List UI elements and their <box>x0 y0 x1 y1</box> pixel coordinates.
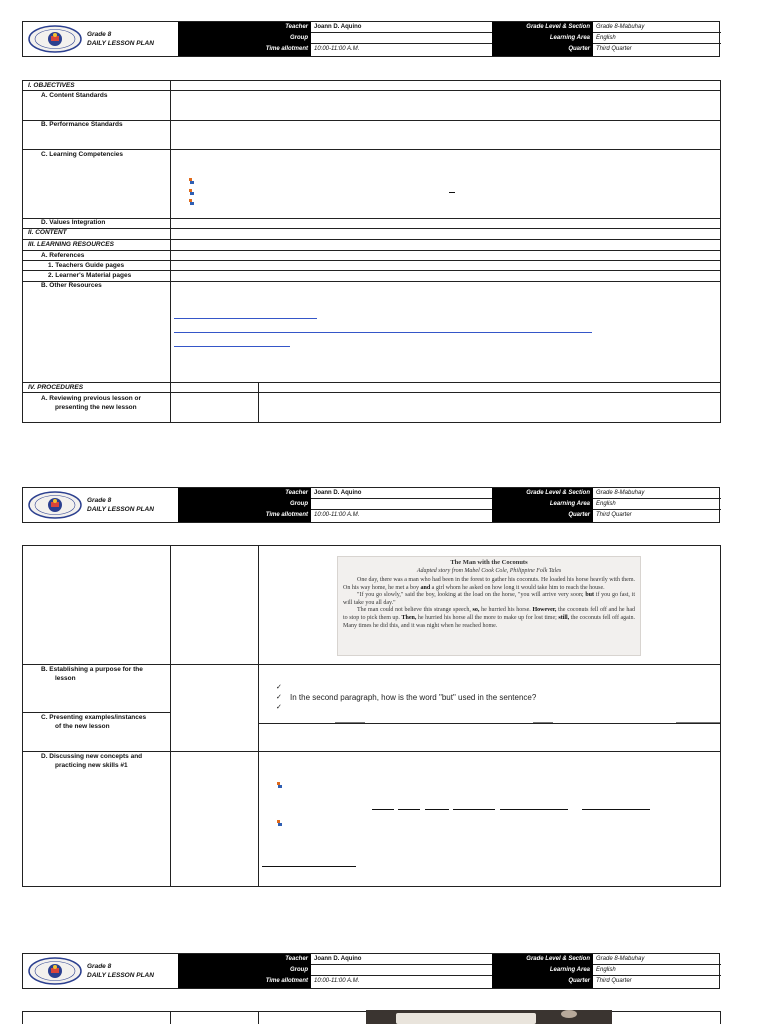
competency-bullet-icon <box>188 199 195 206</box>
teachers-guide-label: 1. Teachers Guide pages <box>48 262 125 269</box>
fill-blank <box>262 866 356 867</box>
purpose-label-2: lesson <box>55 675 76 682</box>
values-integration-label: D. Values Integration <box>41 219 106 226</box>
teacher-label: Teacher <box>285 490 308 496</box>
grade-section-value: Grade 8-Mabuhay <box>593 22 721 33</box>
group-value <box>311 33 492 44</box>
quarter-label: Quarter <box>568 46 590 52</box>
fill-blank <box>398 809 420 810</box>
group-label: Group <box>290 501 308 507</box>
grade-section-label: Grade Level & Section <box>526 490 590 496</box>
story-excerpt-image <box>337 556 641 656</box>
time-allotment-value: 10:00-11:00 A.M. <box>314 46 360 52</box>
grade-section-label: Grade Level & Section <box>526 24 590 30</box>
learning-competencies-label: C. Learning Competencies <box>41 151 123 158</box>
performance-standards-label: B. Performance Standards <box>41 121 123 128</box>
time-allotment-value: 10:00-11:00 A.M. <box>314 978 360 984</box>
quarter-label: Quarter <box>568 978 590 984</box>
lesson-plan-header-3 <box>22 953 720 989</box>
activity-bullet-icon <box>276 820 283 827</box>
header-labels-left <box>178 954 311 988</box>
header-values-right <box>593 954 721 988</box>
grade-label: Grade 8 <box>87 497 112 504</box>
grade-title <box>87 30 154 48</box>
time-allotment-label: Time allotment <box>265 512 308 518</box>
fill-blank <box>372 809 394 810</box>
story-paragraph-3: The man could not believe this strange speech, so, he hurried his horse. However, the coconuts fell off and he had to stop to pick them up. Then, he hurried his horse all the more to make up for lost time; still, the coconuts fell off again. Many times he did this, and it was night when he reached home. <box>343 607 635 629</box>
grade-label: Grade 8 <box>87 31 112 38</box>
question-text: In the second paragraph, how is the word "but" used in the sentence? <box>290 693 537 702</box>
quarter-label: Quarter <box>568 512 590 518</box>
plan-title: DAILY LESSON PLAN <box>87 40 154 47</box>
competency-bullet-icon <box>188 189 195 196</box>
learners-material-label: 2. Learner's Material pages <box>48 272 132 279</box>
answer-blank <box>676 722 720 723</box>
lesson-plan-header <box>22 21 720 57</box>
header-labels-right <box>492 954 593 988</box>
plan-title: DAILY LESSON PLAN <box>87 972 154 979</box>
learning-area-value: English <box>593 965 721 976</box>
competency-bullet-icon <box>188 178 195 185</box>
group-value <box>311 499 492 510</box>
learning-area-label: Learning Area <box>549 501 590 507</box>
fill-blank <box>500 809 568 810</box>
content-standards-label: A. Content Standards <box>41 92 108 99</box>
time-allotment-label: Time allotment <box>265 978 308 984</box>
lesson-plan-header-2 <box>22 487 720 523</box>
answer-blank <box>335 722 365 723</box>
learning-area-value: English <box>593 33 721 44</box>
fill-blank <box>453 809 495 810</box>
procedures-label: IV. PROCEDURES <box>28 384 84 391</box>
group-label: Group <box>290 967 308 973</box>
deped-seal-icon <box>27 491 83 519</box>
learning-resources-label: III. LEARNING RESOURCES <box>28 241 114 248</box>
illustration-image <box>366 1010 612 1024</box>
resource-link-3[interactable] <box>174 346 290 347</box>
reviewing-label-2: presenting the new lesson <box>55 404 137 411</box>
reviewing-label-1: A. Reviewing previous lesson or <box>41 395 142 402</box>
fill-blank <box>582 809 650 810</box>
header-values-right <box>593 22 721 56</box>
deped-logo-cell <box>23 488 178 522</box>
objectives-label: I. OBJECTIVES <box>28 82 75 89</box>
teacher-label: Teacher <box>285 956 308 962</box>
answer-blank <box>533 722 553 723</box>
story-paragraph-1: One day, there was a man who had been in the forest to gather his coconuts. He loaded his horse heavily with them. On his way home, he met a boy and a girl whom he asked on how long it would take him to reach the house. <box>343 577 635 591</box>
teacher-value: Joann D. Aquino <box>311 954 492 965</box>
header-values-left <box>311 954 492 988</box>
discussing-label-1: D. Discussing new concepts and <box>41 753 143 760</box>
learning-area-label: Learning Area <box>549 35 590 41</box>
deped-logo-cell <box>23 22 178 56</box>
fill-blank <box>425 809 449 810</box>
deped-logo-cell <box>23 954 178 988</box>
teacher-value: Joann D. Aquino <box>311 488 492 499</box>
story-subtitle: Adapted story from Mabel Cook Cole, Philippine Folk Tales <box>416 568 562 574</box>
plan-title: DAILY LESSON PLAN <box>87 506 154 513</box>
time-allotment-label: Time allotment <box>265 46 308 52</box>
header-labels-left <box>178 488 311 522</box>
grade-title <box>87 496 154 514</box>
quarter-value: Third Quarter <box>596 978 632 984</box>
grade-title <box>87 962 154 980</box>
dash-mark <box>449 192 455 193</box>
check-mark-icon: ✓ <box>276 704 282 711</box>
presenting-label-2: of the new lesson <box>55 723 110 730</box>
group-value <box>311 965 492 976</box>
header-values-left <box>311 488 492 522</box>
other-resources-label: B. Other Resources <box>41 282 102 289</box>
check-mark-icon: ✓ <box>276 694 282 701</box>
references-label: A. References <box>41 252 85 259</box>
purpose-label-1: B. Establishing a purpose for the <box>41 666 143 673</box>
deped-seal-icon <box>27 25 83 53</box>
header-values-right <box>593 488 721 522</box>
grade-section-value: Grade 8-Mabuhay <box>593 488 721 499</box>
grade-label: Grade 8 <box>87 963 112 970</box>
discussing-label-2: practicing new skills #1 <box>55 762 128 769</box>
quarter-value: Third Quarter <box>596 512 632 518</box>
check-mark-icon: ✓ <box>276 684 282 691</box>
teacher-value: Joann D. Aquino <box>311 22 492 33</box>
resource-link-2[interactable] <box>174 332 592 333</box>
header-labels-right <box>492 22 593 56</box>
story-paragraph-2: "If you go slowly," said the boy, looking at the load on the horse, "you will arrive very soon; but if you go fast, it will take you all day." <box>343 592 635 606</box>
resource-link-1[interactable] <box>174 318 317 319</box>
presenting-label-1: C. Presenting examples/instances <box>41 714 147 721</box>
header-values-left <box>311 22 492 56</box>
time-allotment-value: 10:00-11:00 A.M. <box>314 512 360 518</box>
header-labels-right <box>492 488 593 522</box>
header-labels-left <box>178 22 311 56</box>
content-label: II. CONTENT <box>28 229 67 236</box>
activity-bullet-icon <box>276 782 283 789</box>
story-title: The Man with the Coconuts <box>450 559 528 566</box>
quarter-value: Third Quarter <box>596 46 632 52</box>
learning-area-value: English <box>593 499 721 510</box>
deped-seal-icon <box>27 957 83 985</box>
learning-area-label: Learning Area <box>549 967 590 973</box>
group-label: Group <box>290 35 308 41</box>
teacher-label: Teacher <box>285 24 308 30</box>
grade-section-value: Grade 8-Mabuhay <box>593 954 721 965</box>
grade-section-label: Grade Level & Section <box>526 956 590 962</box>
